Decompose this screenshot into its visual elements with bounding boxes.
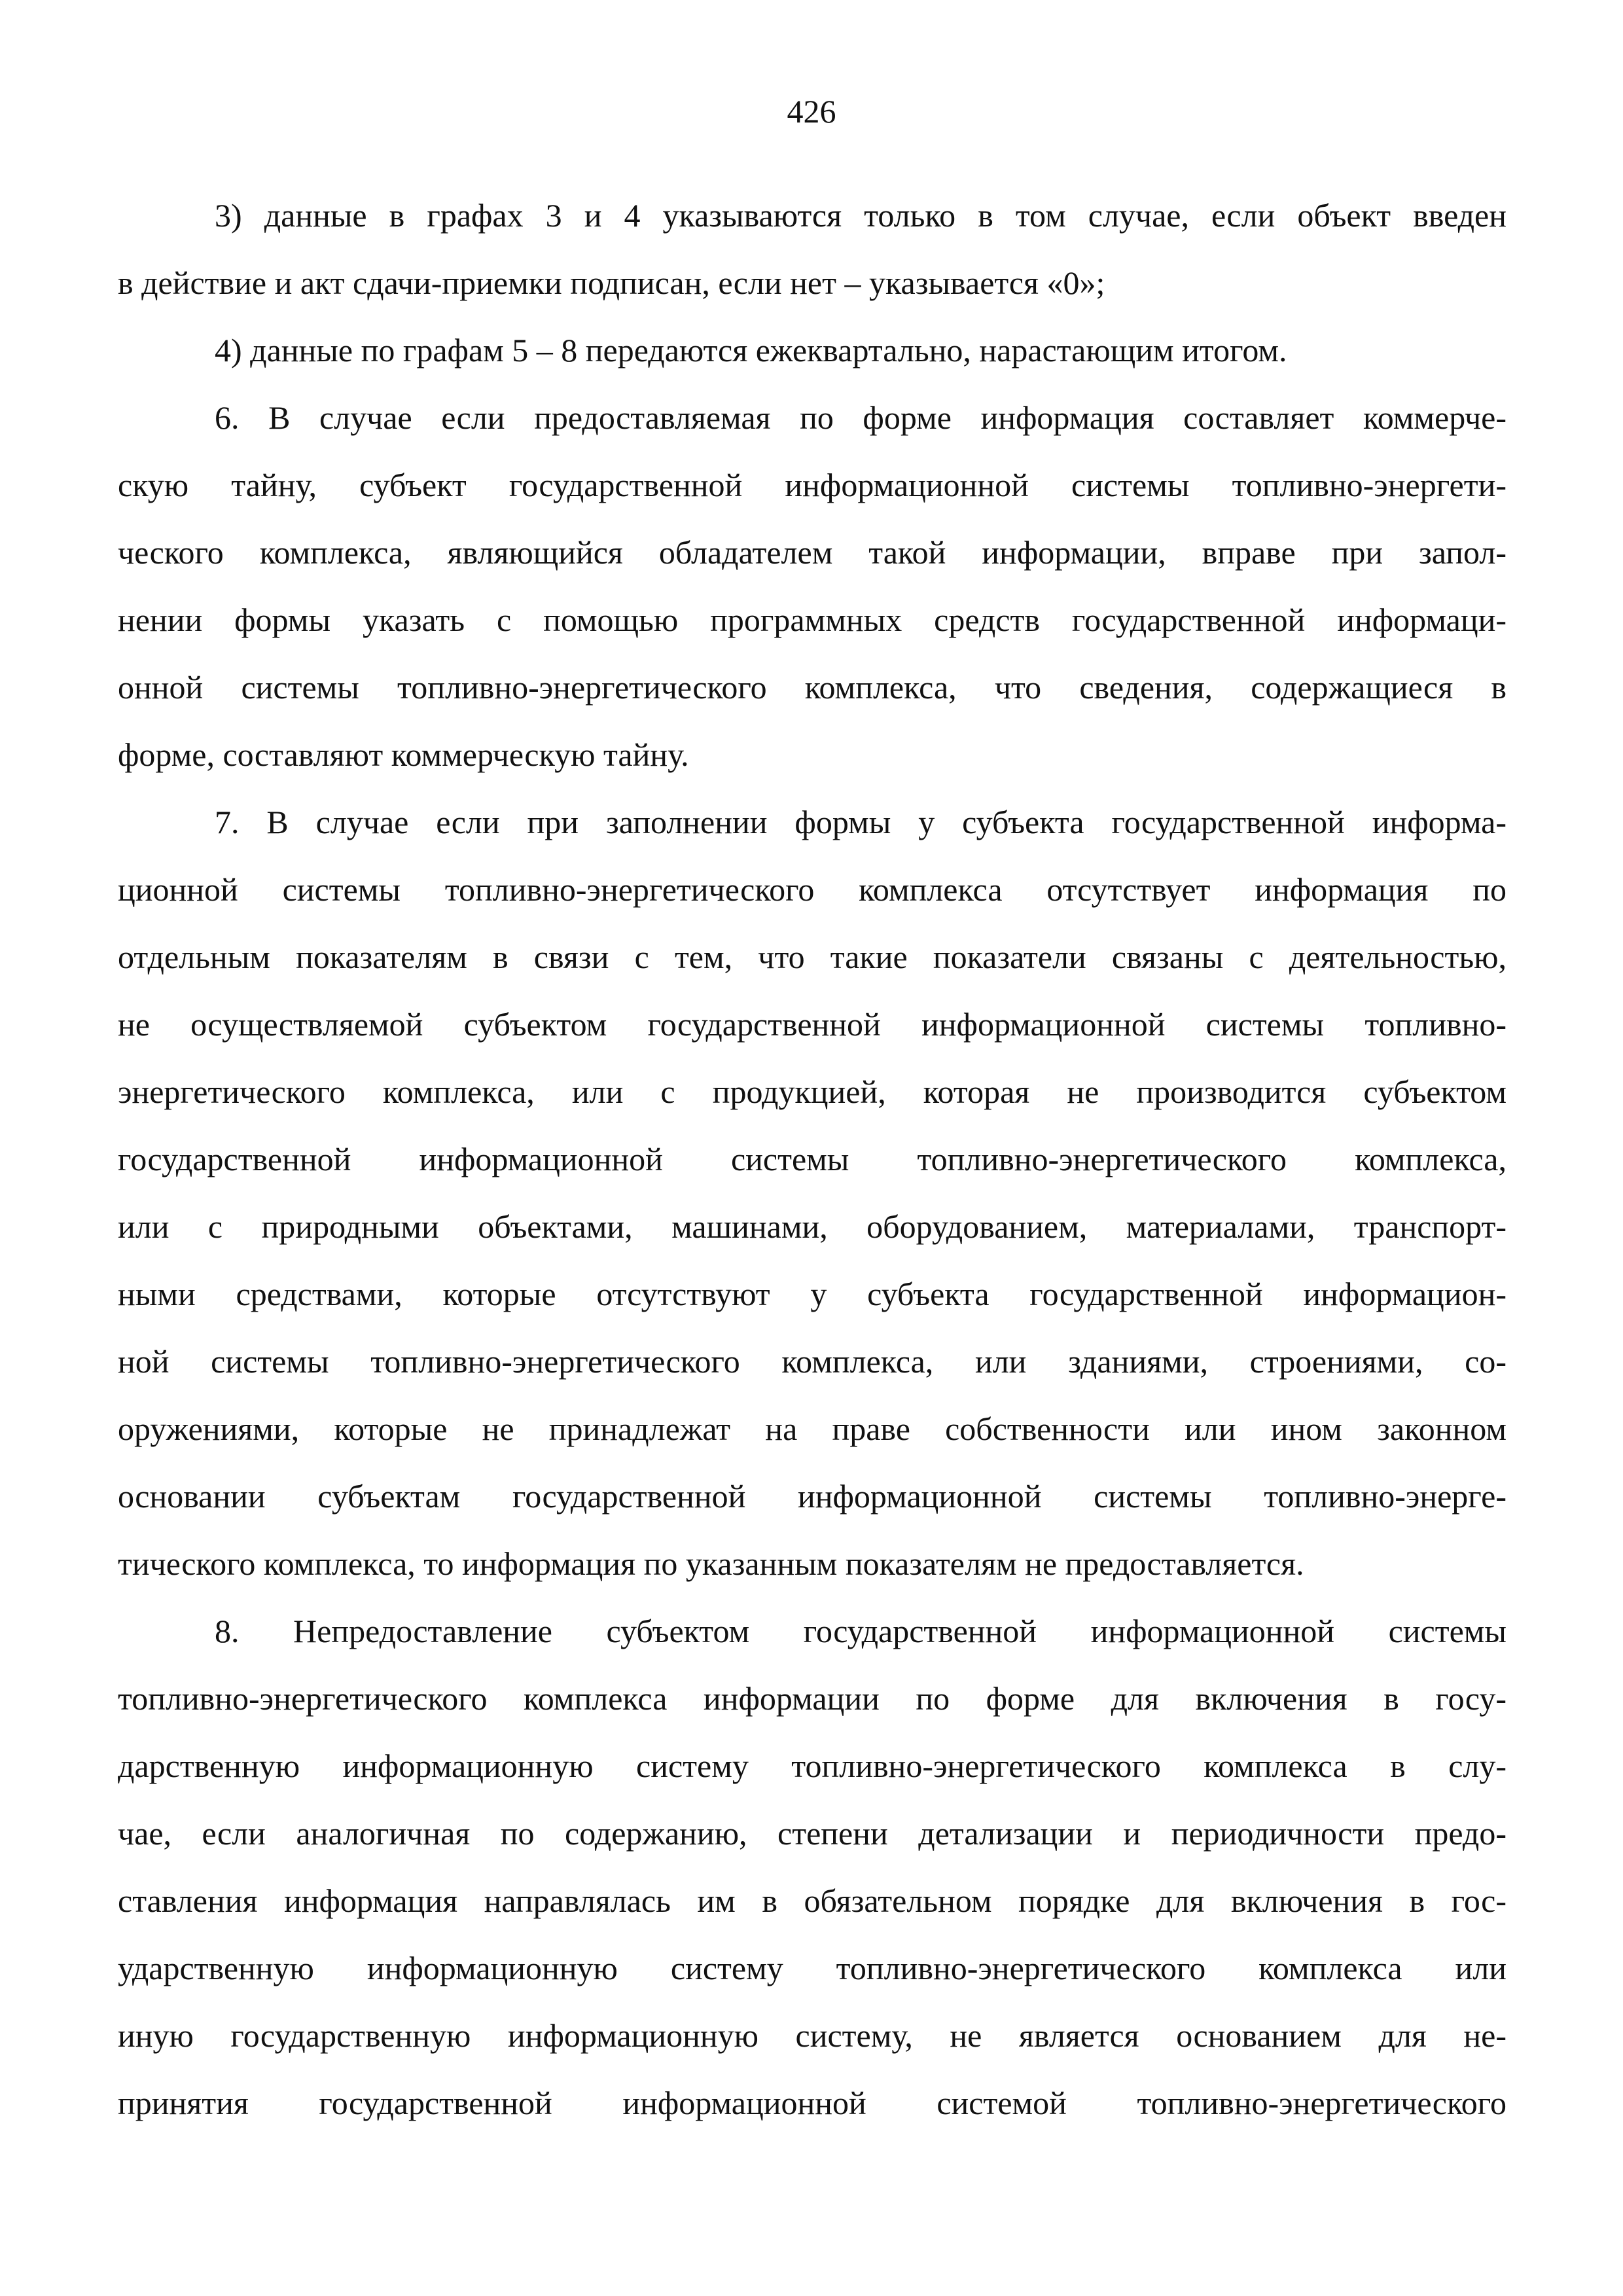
text-line: ческого комплекса, являющийся обладателем такой информации, вправе при запол- xyxy=(118,534,1507,571)
body-text xyxy=(118,182,1507,2137)
text-line: ставления информация направлялась им в обязательном порядке для включения в гос- xyxy=(118,1882,1507,1919)
text-line: ционной системы топливно-энергетического комплекса отсутствует информация по xyxy=(118,871,1507,908)
text-line: иную государственную информационную систему, не является основанием для не- xyxy=(118,2017,1507,2054)
text-line: 4) данные по графам 5 – 8 передаются ежеквартально, нарастающим итогом. xyxy=(215,332,1287,368)
text-line: принятия государственной информационной системой топливно-энергетического xyxy=(118,2085,1507,2121)
text-line: энергетического комплекса, или с продукцией, которая не производится субъектом xyxy=(118,1073,1507,1110)
text-line: дарственную информационную систему топливно-энергетического комплекса в слу- xyxy=(118,1748,1507,1784)
text-line: не осуществляемой субъектом государственной информационной системы топливно- xyxy=(118,1006,1507,1043)
text-line: онной системы топливно-энергетического комплекса, что сведения, содержащиеся в xyxy=(118,669,1507,706)
text-line: чае, если аналогичная по содержанию, степени детализации и периодичности предо- xyxy=(118,1815,1507,1852)
text-line: отдельным показателям в связи с тем, что такие показатели связаны с деятельностью, xyxy=(118,939,1507,975)
text-line: ными средствами, которые отсутствуют у субъекта государственной информацион- xyxy=(118,1276,1507,1312)
text-line: ударственную информационную систему топливно-энергетического комплекса или xyxy=(118,1950,1507,1986)
text-line: скую тайну, субъект государственной информационной системы топливно-энергети- xyxy=(118,467,1507,503)
text-line: основании субъектам государственной информационной системы топливно-энерге- xyxy=(118,1478,1507,1515)
text-line: 8. Непредоставление субъектом государственной информационной системы xyxy=(215,1613,1507,1649)
text-line: 3) данные в графах 3 и 4 указываются только в том случае, если объект введен xyxy=(215,197,1507,234)
text-line: 7. В случае если при заполнении формы у субъекта государственной информа- xyxy=(215,804,1507,840)
text-line: оружениями, которые не принадлежат на праве собственности или ином законном xyxy=(118,1410,1507,1447)
text-line: ной системы топливно-энергетического комплекса, или зданиями, строениями, со- xyxy=(118,1343,1507,1380)
text-line: форме, составляют коммерческую тайну. xyxy=(118,736,689,773)
text-line: или с природными объектами, машинами, оборудованием, материалами, транспорт- xyxy=(118,1208,1507,1245)
page-number: 426 xyxy=(787,93,836,130)
text-line: государственной информационной системы топливно-энергетического комплекса, xyxy=(118,1141,1507,1177)
text-line: нении формы указать с помощью программных средств государственной информаци- xyxy=(118,601,1507,638)
text-line: топливно-энергетического комплекса информации по форме для включения в госу- xyxy=(118,1680,1507,1717)
text-line: в действие и акт сдачи-приемки подписан, если нет – указывается «0»; xyxy=(118,264,1105,301)
text-line: тического комплекса, то информация по указанным показателям не предоставляется. xyxy=(118,1545,1304,1582)
text-line: 6. В случае если предоставляемая по форме информация составляет коммерче- xyxy=(215,399,1507,436)
